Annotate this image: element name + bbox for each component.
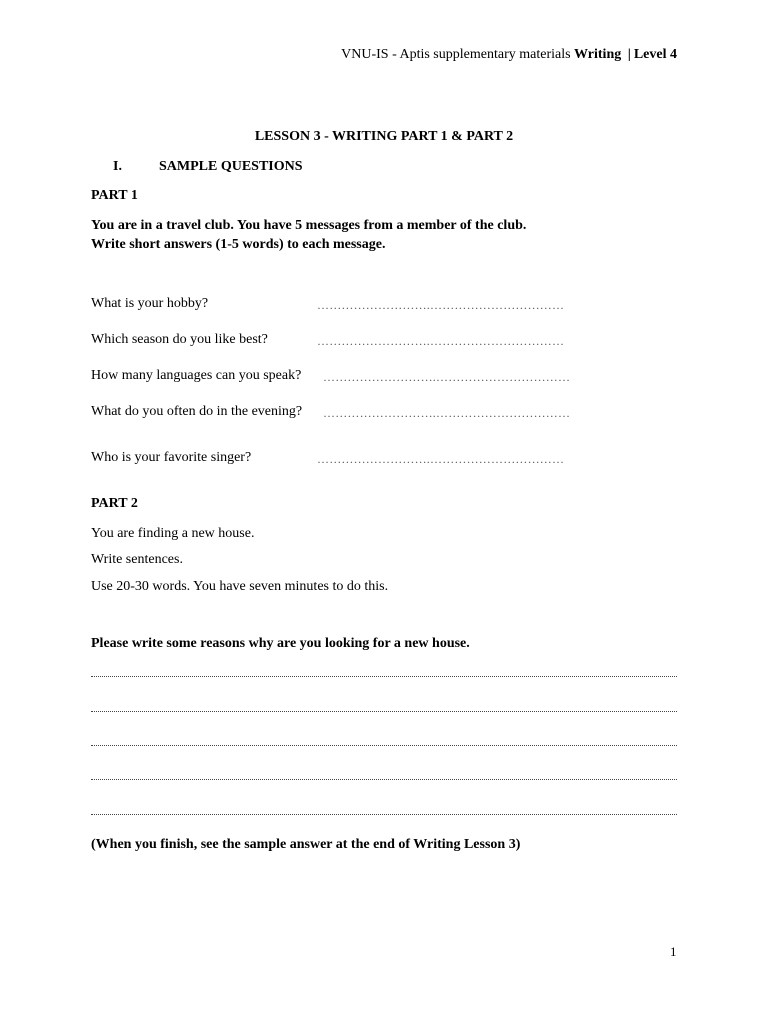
part2-line-3: Use 20-30 words. You have seven minutes to do this. [91, 579, 389, 594]
header-separator: | [627, 47, 631, 62]
part1-instruction-2: Write short answers (1-5 words) to each message. [91, 237, 386, 252]
question-2-label: Which season do you like best? [91, 332, 268, 347]
header-subject: Writing [574, 47, 622, 62]
answer-line-4[interactable] [91, 779, 677, 780]
question-3-label: How many languages can you speak? [91, 368, 302, 383]
page-number: 1 [670, 944, 677, 959]
section-number: I. [113, 159, 122, 174]
part2-prompt: Please write some reasons why are you looking for a new house. [91, 636, 470, 651]
finish-note: (When you finish, see the sample answer at the end of Writing Lesson 3) [91, 837, 521, 852]
question-1-answer-line[interactable]: ……………………….…………………………… [317, 298, 565, 312]
lesson-title: LESSON 3 - WRITING PART 1 & PART 2 [254, 129, 514, 144]
answer-line-1[interactable] [91, 676, 677, 677]
part2-line-2: Write sentences. [91, 552, 183, 567]
answer-line-2[interactable] [91, 711, 677, 712]
question-2-answer-line[interactable]: ……………………….…………………………… [317, 334, 565, 348]
question-1-label: What is your hobby? [91, 296, 209, 311]
question-5-answer-line[interactable]: ……………………….…………………………… [317, 452, 565, 466]
question-4-label: What do you often do in the evening? [91, 404, 303, 419]
part2-heading: PART 2 [91, 496, 138, 511]
header-source: VNU-IS - Aptis supplementary materials [341, 47, 571, 62]
part2-line-1: You are finding a new house. [91, 526, 255, 541]
answer-line-5[interactable] [91, 814, 677, 815]
question-3-answer-line[interactable]: ……………………….…………………………… [323, 370, 571, 384]
header-level: Level 4 [633, 47, 677, 62]
section-title: SAMPLE QUESTIONS [159, 159, 303, 174]
page-header [341, 47, 677, 63]
question-5-label: Who is your favorite singer? [91, 450, 252, 465]
answer-line-3[interactable] [91, 745, 677, 746]
question-4-answer-line[interactable]: ……………………….…………………………… [323, 406, 571, 420]
part1-heading: PART 1 [91, 188, 138, 203]
part1-instruction-1: You are in a travel club. You have 5 messages from a member of the club. [91, 218, 527, 233]
